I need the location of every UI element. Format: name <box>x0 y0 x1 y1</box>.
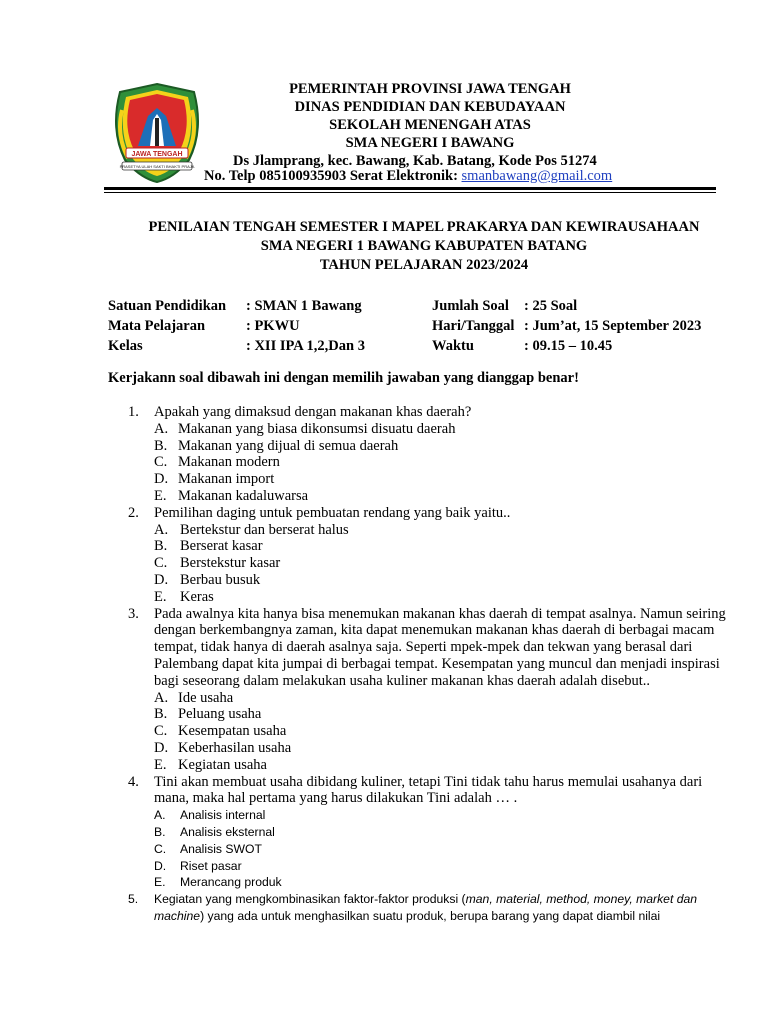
question-3 <box>108 606 738 774</box>
option-c[interactable]: C. Analisis SWOT <box>154 841 262 856</box>
question-text: Apakah yang dimaksud dengan makanan khas daerah? <box>154 404 472 420</box>
email-link[interactable]: smanbawang@gmail.com <box>461 168 613 184</box>
phone-text: No. Telp 085100935903 Serat Elektronik: <box>204 168 458 184</box>
svg-text:PRASETYA ULAH SAKTI BHAKTI PRA: PRASETYA ULAH SAKTI BHAKTI PRAJA <box>119 164 195 169</box>
question-5 <box>108 891 738 925</box>
question-2 <box>108 505 738 606</box>
info-label-hari: Hari/Tanggal <box>432 318 515 334</box>
question-number: 3. <box>128 605 139 622</box>
option-c[interactable]: C. Berstekstur kasar <box>154 555 281 572</box>
option-a[interactable]: A. Makanan yang biasa dikonsumsi disuatu daerah <box>154 420 456 437</box>
question-4-options <box>154 807 738 891</box>
letterhead-line-1: PEMERINTAH PROVINSI JAWA TENGAH <box>289 81 571 97</box>
option-a[interactable]: A. Bertekstur dan berserat halus <box>154 521 349 538</box>
info-value-kelas: : XII IPA 1,2,Dan 3 <box>246 338 365 354</box>
question-text: Tini akan membuat usaha dibidang kuliner, tetapi Tini tidak tahu harus memulai usahanya dari mana, maka hal pertama yang harus dilakukan Tini adalah … . <box>154 773 703 807</box>
option-a[interactable]: A. Ide usaha <box>154 689 234 706</box>
option-e[interactable]: E. Makanan kadaluwarsa <box>154 487 309 504</box>
letterhead <box>200 80 660 184</box>
letterhead-line-2: DINAS PENDIDIAN DAN KEBUDAYAAN <box>294 99 566 115</box>
option-e[interactable]: E. Kegiatan usaha <box>154 756 267 773</box>
school-contact <box>204 167 612 185</box>
info-value-satuan: : SMAN 1 Bawang <box>246 298 362 314</box>
option-b[interactable]: B. Makanan yang dijual di semua daerah <box>154 437 399 454</box>
letterhead-divider-thin <box>104 192 716 193</box>
info-value-mapel: : PKWU <box>246 318 300 334</box>
letterhead-divider-thick <box>104 187 716 190</box>
option-d[interactable]: D. Berbau busuk <box>154 571 261 588</box>
info-label-kelas: Kelas <box>108 338 143 354</box>
exam-title <box>104 218 744 275</box>
question-number: 2. <box>128 504 139 521</box>
info-label-satuan: Satuan Pendidikan <box>108 298 227 314</box>
letterhead-line-3: SEKOLAH MENENGAH ATAS <box>329 117 531 133</box>
info-label-waktu: Waktu <box>432 338 474 354</box>
info-label-mapel: Mata Pelajaran <box>108 318 206 334</box>
question-4 <box>108 774 738 892</box>
option-e[interactable]: E. Keras <box>154 588 214 605</box>
info-value-waktu: : 09.15 – 10.45 <box>524 338 613 354</box>
info-value-jumlah: : 25 Soal <box>524 298 578 314</box>
exam-title-line-3: TAHUN PELAJARAN 2023/2024 <box>319 257 529 273</box>
question-number: 4. <box>128 773 139 790</box>
option-b[interactable]: B. Berserat kasar <box>154 538 263 555</box>
question-text: Kegiatan yang mengkombinasikan faktor-faktor produksi (man, material, method, money, market dan machine) yang ada untuk menghasilkan suatu produk, berupa barang yang dapat diambil nilai <box>154 892 698 923</box>
svg-text:JAWA TENGAH: JAWA TENGAH <box>131 151 183 158</box>
school-address: Ds Jlamprang, kec. Bawang, Kab. Batang, Kode Pos 51274 <box>233 153 597 169</box>
exam-title-line-1: PENILAIAN TENGAH SEMESTER I MAPEL PRAKARYA DAN KEWIRAUSAHAAN <box>148 219 700 235</box>
question-number: 1. <box>128 404 139 420</box>
exam-title-line-2: SMA NEGERI 1 BAWANG KABUPATEN BATANG <box>260 238 588 254</box>
instruction: Kerjakann soal dibawah ini dengan memilih jawaban yang dianggap benar! <box>108 370 579 386</box>
option-b[interactable]: B. Peluang usaha <box>154 706 262 723</box>
option-d[interactable]: D. Makanan import <box>154 471 275 488</box>
info-label-jumlah: Jumlah Soal <box>432 298 509 314</box>
question-list <box>108 404 738 925</box>
option-c[interactable]: C. Kesempatan usaha <box>154 723 287 740</box>
info-value-hari: : Jum’at, 15 September 2023 <box>524 318 702 334</box>
option-b[interactable]: B. Analisis eksternal <box>154 824 275 839</box>
option-d[interactable]: D. Riset pasar <box>154 858 242 873</box>
option-d[interactable]: D. Keberhasilan usaha <box>154 739 292 756</box>
jawa-tengah-emblem-logo <box>104 80 210 186</box>
question-text: Pada awalnya kita hanya bisa menemukan makanan khas daerah di tempat asalnya. Namun seiring dengan berkembangnya zaman, kita dapat menemukan makanan khas daerah di berbagai macam tempat, tidak hanya di daerah asalnya saja. Seperti mpek-mpek dan tekwan yang berasal dari Palembang dapat kita jumpai di berbagai tempat. Kesempatan yang muncul dan menjadi inspirasi bagi seseorang dalam melakukan usaha kuliner makanan khas daerah adalah disebut.. <box>154 605 726 689</box>
option-c[interactable]: C. Makanan modern <box>154 454 280 471</box>
question-text: Pemilihan daging untuk pembuatan rendang yang baik yaitu.. <box>154 504 511 521</box>
question-1 <box>108 404 738 505</box>
option-a[interactable]: A. Analisis internal <box>154 808 266 823</box>
letterhead-line-4: SMA NEGERI I BAWANG <box>345 135 515 151</box>
question-number: 5. <box>128 892 139 907</box>
option-e[interactable]: E. Merancang produk <box>154 875 282 890</box>
